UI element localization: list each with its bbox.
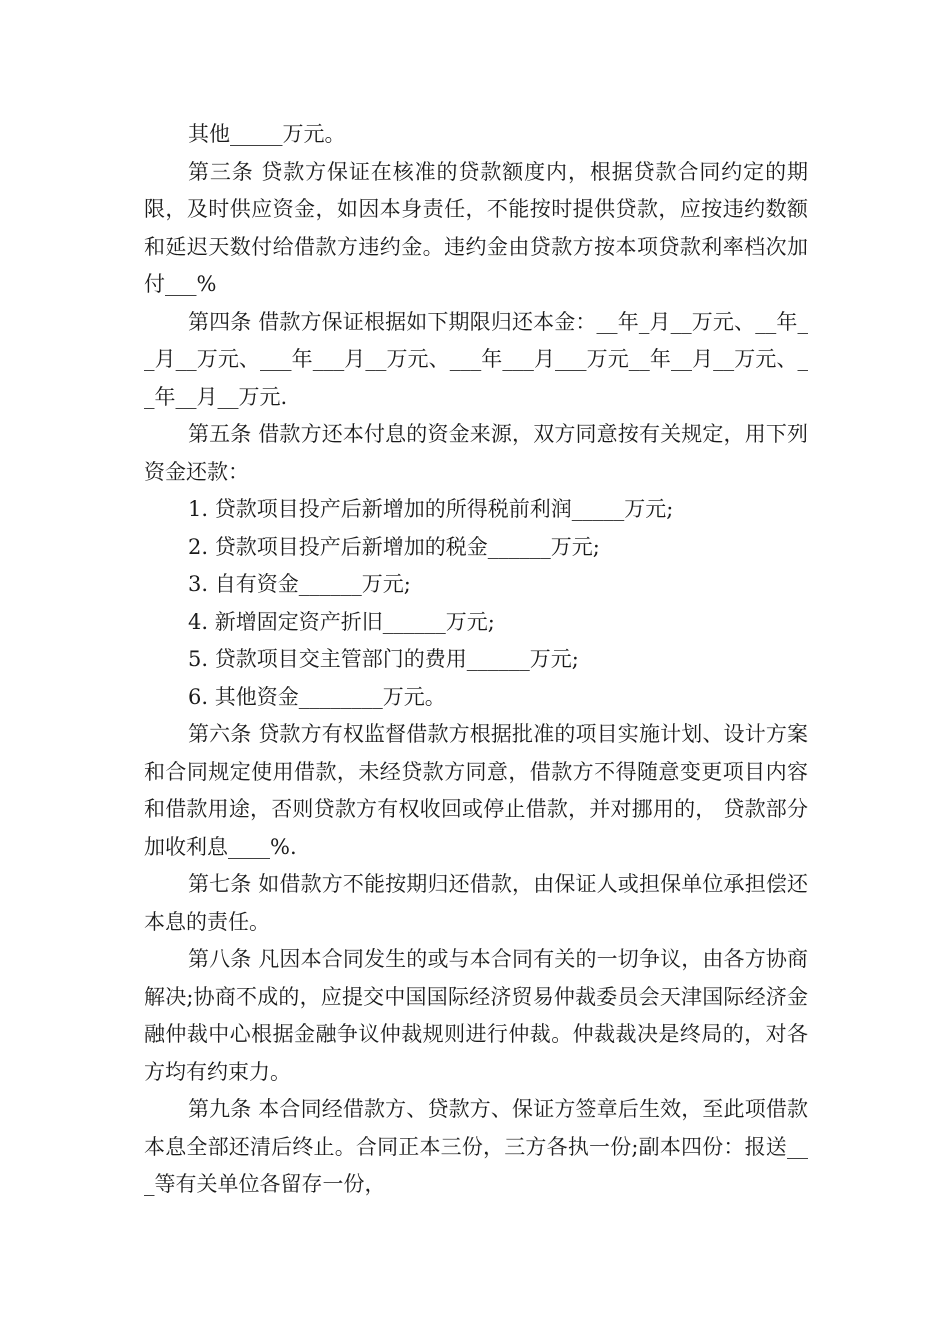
paragraph-article-8: 第八条 凡因本合同发生的或与本合同有关的一切争议，由各方协商解决;协商不成的，应提交中国国际经济贸易仲裁委员会天津国际经济金融仲裁中心根据金融争议仲裁规则进行仲裁。仲裁裁决是终局的，对各方均有约束力。 — [144, 947, 808, 1084]
paragraph-article-6: 第六条 贷款方有权监督借款方根据批准的项目实施计划、设计方案和合同规定使用借款，未经贷款方同意，借款方不得随意变更项目内容和借款用途，否则贷款方有权收回或停止借款，并对挪用的， 贷款部分 加收利息____%. — [144, 722, 808, 859]
list-item-3: 3. 自有资金______万元; — [188, 572, 411, 596]
paragraph-article-3: 第三条 贷款方保证在核准的贷款额度内，根据贷款合同约定的期限，及时供应资金，如因本身责任，不能按时提供贷款，应按违约数额和延迟天数付给借款方违约金。违约金由贷款方按本项贷款利率档次加付___% — [144, 159, 808, 296]
paragraph-article-7: 第七条 如借款方不能按期归还借款，由保证人或担保单位承担偿还本息的责任。 — [144, 872, 808, 934]
paragraph-other-amount: 其他_____万元。 — [188, 122, 346, 146]
list-item-6: 6. 其他资金________万元。 — [188, 684, 446, 709]
contract-body — [144, 116, 808, 1204]
paragraph-article-4: 第四条 借款方保证根据如下期限归还本金：__年_月__万元、__年__月__万元、___年___月__万元、___年___月___万元__年__月__万元、__年__月__万元. — [144, 309, 808, 409]
paragraph-article-5: 第五条 借款方还本付息的资金来源，双方同意按有关规定，用下列资金还款： — [144, 422, 808, 484]
paragraph-article-9: 第九条 本合同经借款方、贷款方、保证方签章后生效，至此项借款本息全部还清后终止。合同正本三份，三方各执一份;副本四份：报送___等有关单位各留存一份， — [144, 1097, 808, 1196]
list-item-4: 4. 新增固定资产折旧______万元; — [188, 609, 495, 634]
list-item-1: 1. 贷款项目投产后新增加的所得税前利润_____万元; — [188, 497, 674, 521]
list-item-2: 2. 贷款项目投产后新增加的税金______万元; — [188, 534, 600, 559]
list-item-5: 5. 贷款项目交主管部门的费用______万元; — [188, 647, 579, 671]
